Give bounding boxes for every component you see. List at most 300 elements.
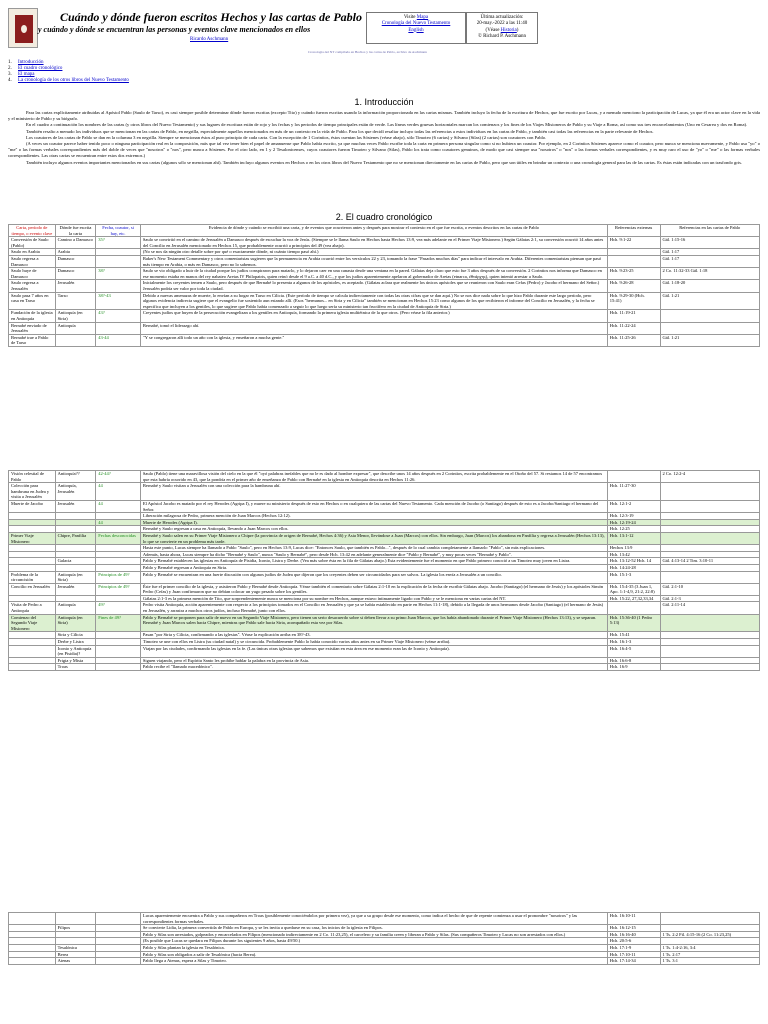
table-cell: Gálatas 2:1-3 es la primera mención de Tito, que sorprendentemente nunca se menciona por su nombre en Hechos, aunque estuvo íntimamente ligado con Pablo y se le menciona en varias cartas del NT.	[140, 595, 607, 602]
table-cell: 43-44	[96, 334, 141, 346]
table-cell: Hch. 11:19-21	[607, 310, 660, 322]
table-cell	[9, 645, 56, 657]
table-cell	[9, 913, 56, 925]
table-cell	[96, 645, 141, 657]
table-cell	[96, 255, 141, 267]
table-row	[9, 292, 760, 310]
table-row	[9, 322, 760, 334]
table-cell: Saulo se convirtió en el camino de Jerusalén a Damasco después de escuchar la voz de Jesús. (Siempre se le llama Saulo en Hechos hasta Hechos 13:9, vea más adelante en el Primer Viaje Misionero.) Según Gálatas 2:1, su conversión ocurrió 14 años antes del Concilio en Jerusalén mencionado en Hechos 15, que probablemente ocurrió a principios del 49 (vea abajo).	[140, 237, 607, 249]
table-cell	[96, 657, 141, 664]
table-cell: Derbe y Listra	[55, 639, 96, 646]
table-cell: Hch. 13:12-52 Hch. 14	[607, 558, 660, 565]
table-cell	[660, 614, 760, 632]
col-header: Dónde fue escrita la carta	[55, 225, 96, 237]
table-cell: Muerte de Herodes (Agripa I).	[140, 519, 607, 526]
table-cell: Tarso	[55, 292, 96, 310]
table-cell: Damasco	[55, 255, 96, 267]
table-row	[9, 280, 760, 292]
table-cell: Camino a Damasco	[55, 237, 96, 249]
updated-label: Última actualización:	[480, 15, 524, 20]
table-row	[9, 268, 760, 280]
table-cell: Bernabé y Saulo visitan a Jerusalén con una colección para la hambruna ahí.	[140, 483, 607, 501]
table-cell: Comienzo del Segundo Viaje Misionero	[9, 614, 56, 632]
author-link[interactable]: Ricardo Aschmann	[190, 37, 229, 42]
table-cell: 43?	[96, 310, 141, 322]
table-cell: Hch. 16:1-3	[607, 639, 660, 646]
table-cell: Hch. 15:41	[607, 632, 660, 639]
table-cell	[660, 925, 760, 932]
table-cell	[660, 938, 760, 945]
table-cell	[96, 595, 141, 602]
table-cell: Saulo regresa a Damasco	[9, 255, 56, 267]
table-cell: Hch. 13:42	[607, 551, 660, 558]
table-cell	[96, 931, 141, 938]
table-cell: Gál. 1:17	[660, 249, 760, 256]
table-cell: Saulo regresa a Jerusalén	[9, 280, 56, 292]
table-cell: Éste fue el primer concilio de la iglesia, y asistieron Pablo y Bernabé desde Antioquía. Véase también el comentario sobre Gálatas 2:1-10 en la explicación de la fecha de escribir Gálatas abajo. Jacobo (Santiago) (el hermano de Jesús) y los apóstoles Simón Pedro (Cefas) y Juan confirmaron que no debían colocar un yugo pesado sobre los gentiles.	[140, 583, 607, 595]
table-cell: Gál. 1:15-16	[660, 237, 760, 249]
table-row	[9, 602, 760, 614]
table-cell	[660, 483, 760, 501]
table-cell	[660, 513, 760, 520]
col-header: Referencias en las cartas de Pablo	[660, 225, 760, 237]
table-cell	[660, 322, 760, 334]
table-cell: Hch. 9:23-25	[607, 268, 660, 280]
table-row	[9, 657, 760, 664]
table-cell	[96, 938, 141, 945]
table-cell: Hechos 13:9	[607, 545, 660, 552]
table-cell: Antioquía (en Siria)	[55, 310, 96, 322]
table-row	[9, 632, 760, 639]
table-row	[9, 595, 760, 602]
table-cell	[660, 657, 760, 664]
table-cell: 2 Co. 12:2-4	[660, 471, 760, 483]
table-cell: Hch. 9:29-30 (Hch. 15:41)	[607, 292, 660, 310]
table-cell: 44	[96, 500, 141, 512]
version-label: (Véase	[485, 27, 500, 33]
table-cell	[96, 558, 141, 565]
table-cell: Hch. 11:25-26	[607, 334, 660, 346]
table-cell: Bernabé enviado de Jerusalén	[9, 322, 56, 334]
table-cell	[55, 595, 96, 602]
table-cell: (No se nos da ningún otro detalle sobre por qué o exactamente dónde, ni cuánto tiempo pasó ahí.)	[140, 249, 607, 256]
page-subtitle: y cuándo y dónde se encuentran las personas y eventos clave mencionados en ellos	[38, 25, 311, 34]
table-row	[9, 564, 760, 571]
table-cell: Gál. 4:13-14 2 Tim. 3:10-11	[660, 558, 760, 565]
table-cell	[9, 925, 56, 932]
table-cell: Tesalónica	[55, 944, 96, 951]
table-cell	[660, 532, 760, 544]
table-cell: Pasan "por Siria y Cilicia, confirmando a las iglesias". Véase la explicación arriba en 38?-43.	[140, 632, 607, 639]
table-cell	[55, 938, 96, 945]
table-cell: Se convierte Lidia, la primera convertida de Pablo en Europa, y se les invita a quedarse en su casa, los inicios de la iglesia en Filipos.	[140, 925, 607, 932]
table-cell: Saulo huye de Damasco	[9, 268, 56, 280]
table-row	[9, 931, 760, 938]
table-cell: Gál. 1:17	[660, 255, 760, 267]
table-cell	[660, 571, 760, 583]
table-cell	[607, 249, 660, 256]
table-cell	[660, 545, 760, 552]
table-cell: Jerusalén	[55, 500, 96, 512]
col-header: Carta, período de tiempo, o evento clave	[9, 225, 56, 237]
table-cell: Conversión de Saulo (Pablo)	[9, 237, 56, 249]
table-cell: Hasta este punto, Lucas siempre ha llamado a Pablo "Saulo", pero en Hechos 13:9, Lucas dice: "Entonces Saulo, que también es Pablo...", después de lo cual cambia completamente a llamarlo "Pablo", sin más explicaciones.	[140, 545, 607, 552]
table-cell	[9, 657, 56, 664]
table-cell: Pablo llega a Atenas, espera a Silas y Timoteo.	[140, 958, 607, 965]
table-cell: Jerusalén	[55, 583, 96, 595]
table-cell: Fundación de la iglesia en Antioquía	[9, 310, 56, 322]
table-cell: Principios de 49?	[96, 583, 141, 595]
table-cell	[55, 334, 96, 346]
intro-paragraph: También incluyo algunos eventos importantes mencionados en sus cartas (algunos sólo se mencionan ahí). También incluyo algunos eventos en Hechos o en los otros libros del Nuevo Testamento que no se mencionan directamente en las cartas de Pablo, pero que son útiles en brindar un contexto o una cronología general para las de las cartas. Es éstas están indicadas con un trasfondo gris.	[26, 159, 743, 165]
table-cell	[9, 632, 56, 639]
table-cell	[96, 526, 141, 533]
table-cell: Concilio en Jerusalén	[9, 583, 56, 595]
table-cell: Siguen viajando, pero el Espíritu Santo les prohíbe hablar la palabra en la provincia de Asia.	[140, 657, 607, 664]
table-cell: 44	[96, 519, 141, 526]
table-cell: Hch. 11:27-30	[607, 483, 660, 501]
col-header: Referencias externas	[607, 225, 660, 237]
table-cell	[9, 519, 56, 526]
table-cell	[660, 500, 760, 512]
table-cell	[9, 551, 56, 558]
table-cell	[660, 551, 760, 558]
table-cell: Bernabé trae a Pablo de Tarso	[9, 334, 56, 346]
table-cell: Hch. 12:25	[607, 526, 660, 533]
toc-item[interactable]: 2. El cuadro cronológico	[8, 66, 63, 71]
table-row	[9, 519, 760, 526]
table-cell: Hch. 16:16-40	[607, 931, 660, 938]
table-cell: Hch. 9:1-22	[607, 237, 660, 249]
table-cell: Visita de Pedro a Antioquía	[9, 602, 56, 614]
table-cell: Pedro visita Antioquía, acción aparentemente con respecto a los principios tomados en el Concilio en Jerusalén y que ya se había establecido en parte en Hechos 11:1-18), debido a la llegada de unos hermanos desde Jacobo (Santiago) (el hermano de Jesús) en Jerusalén, y arrastra a muchos otros judíos, incluso Bernabé, junto con ellos.	[140, 602, 607, 614]
table-cell	[96, 913, 141, 925]
table-cell	[660, 664, 760, 671]
table-cell: Chipre, Panfilia	[55, 532, 96, 544]
table-cell	[96, 551, 141, 558]
table-row	[9, 639, 760, 646]
toc-item[interactable]: 3. El mapa	[8, 72, 35, 77]
intro-paragraph: Para las cartas explícitamente atribuidas al Apóstol Pablo (Saulo de Tarso), es casi siempre posible determinar dónde fueron escritas (excepto Tito) y cuándo fueron escritas usando la información proporcionada en las cartas mismas. También incluyo la fecha de la escritura de Hechos, que fue escrito por Lucas, y a menudo menciono la participación de Lucas, ya que él era un actor clave en la vida y el ministerio de Pablo y su biógrafo.	[8, 110, 760, 122]
table-cell: Principios de 49?	[96, 571, 141, 583]
table-cell	[96, 944, 141, 951]
table-cell	[96, 249, 141, 256]
table-cell	[55, 913, 96, 925]
table-cell: Antioquía??	[55, 471, 96, 483]
visit-label: Visite	[403, 15, 416, 20]
table-cell: Saulo (Pablo) tiene una maravillosa visión del cielo en la que él "oyó palabras inefables que no le es dado al hombre expresar", que describe unos 14 años después en 2 Corintios, escrita probablemente en el Otoño del 57. Si restamos 14 de 57 encontramos que esta habría ocurrido en 43, que la pondría en el primer año de enseñanza de Pablo con Bernabé en la iglesia en Antioquía descrita en Hechos 11:26.	[140, 471, 607, 483]
table-cell: Gál. 1:18-20	[660, 280, 760, 292]
table-cell	[660, 632, 760, 639]
table-cell: Hch. 15:22, 27,32,33,34	[607, 595, 660, 602]
table-row	[9, 334, 760, 346]
table-cell: Debido a nuevas amenazas de muerte, lo envían a su hogar en Tarso en Cilicia. (Este período de tiempo se calcula indirectamente con todas las otras cifras que se dan aquí.) No se nos dice nada sobre lo que hizo Pablo durante este largo período, pero algunos evidencia indirecta sugiere que el evangelio fue sostenido aun estando allí. (Esos "hermanos... en Siria y en Cilicia" también se mencionan en Hechos 15:23 como algunos de los que recibieron el informe del Concilio en Jerusalén, y la fecha se especifica que incluyen a los gentiles, lo que sugiere que Pablo había comenzado a seguir lo que luego sería su ministerio tan fructífero en la ciudad de Antioquía de Siria.)	[140, 292, 607, 310]
table-cell: Creyentes judíos que huyen de la persecución evangelizan a los gentiles en Antioquía, formando la primera iglesia multiétnica de la que otros. (Pero véase la fila anterior.)	[140, 310, 607, 322]
table-cell: Saulo pasa 7 años en casa en Tarso	[9, 292, 56, 310]
table-cell	[55, 551, 96, 558]
table-cell	[660, 519, 760, 526]
table-cell: Visión celestial de Pablo	[9, 471, 56, 483]
table-cell: Pablo y Silas son arrestados, golpeados y encarcelados en Filipos (mencionado indirectamente en 2 Co. 11:23,25), el carcelero y su familia creen y liberan a Pablo y Silas. (Sus compañeros Timoteo y Lucas no son arrestados con ellos.)	[140, 931, 607, 938]
map-link[interactable]: Mapa	[416, 15, 429, 20]
table-cell: Problema de la circuncisión	[9, 571, 56, 583]
table-cell	[55, 545, 96, 552]
table-cell: Hch. 16:9	[607, 664, 660, 671]
toc-item[interactable]: 1. Introducción	[8, 60, 44, 65]
table-row	[9, 532, 760, 544]
table-row	[9, 558, 760, 565]
table-row	[9, 500, 760, 512]
table-row	[9, 471, 760, 483]
section-heading-chart: 2. El cuadro cronológico	[335, 212, 433, 222]
table-cell	[9, 938, 56, 945]
table-row	[9, 513, 760, 520]
table-cell: Saulo se vio obligado a huir de la ciudad porque los judíos conspiraron para matarlo, y lo dejaron caer en una canasta desde una ventana en la pared. Gálatas deja claro que esto fue 3 años después de su conversión. 2 Corintios nos informa que Damasco en ese momento estaba en manos del rey nabateo Aretas IV Philopatris, quien reinó desde el 9 a.C. a 40 d.C., y que los judíos aparentemente apelaron al gobernador de Aretas (etnarca, ἐθνάρχης), quien intentó arrestar a Saulo.	[140, 268, 607, 280]
table-cell	[9, 545, 56, 552]
chronology-table-3	[8, 912, 760, 965]
table-row	[9, 958, 760, 965]
table-cell	[9, 931, 56, 938]
table-cell: Lucas aparentemente encuentra a Pablo y sus compañeros en Troas (posiblemente conociéndolos por primera vez), ya que a su grupo desde ese momento, como indica el hecho de que de repente comienza a usar el pronombre "nosotros" y las correspondientes formas verbales.	[140, 913, 607, 925]
table-cell: Hch. 15:1-3	[607, 571, 660, 583]
table-cell: Fines de 49?	[96, 614, 141, 632]
table-cell: Primer Viaje Misionero	[9, 532, 56, 544]
table-row	[9, 310, 760, 322]
updated-date: 20-may.-2022 a las 11:40	[476, 21, 528, 27]
table-cell: Jerusalén	[55, 280, 96, 292]
table-cell: 38?-43	[96, 292, 141, 310]
table-cell: Baker's New Testament Commentary y otros comentaristas sugieren que la permanencia en Arabia ocurrió entre los versículos 22 y 23, tomando la frase "Pasados muchos días" para indicar el intervalo en Arabia. Diferentes comentaristas piensan que pasó más tiempo en Arabia, o más en Damasco, pero no lo sabemos.	[140, 255, 607, 267]
table-cell: Hch. 15:36-40 (1 Pedro 5:13)	[607, 614, 660, 632]
table-cell: Antioquía	[55, 322, 96, 334]
table-cell	[660, 526, 760, 533]
history-link[interactable]: Historia	[500, 27, 517, 33]
col-header: Fecha, coautor, si hay, etc.	[96, 225, 141, 237]
table-cell	[660, 913, 760, 925]
table-cell: Viajan por las ciudades, confirmando las iglesias en la fe. (Las únicas otras iglesias que sabemos que existían en esta área en ese momento eran las de Iconio y Antioquía).	[140, 645, 607, 657]
table-cell	[607, 602, 660, 614]
table-cell: Hch. 12:3-19	[607, 513, 660, 520]
intro-paragraph: También resalto a menudo los individuos que se mencionan en las cartas de Pablo, en negrilla, especialmente aquellos mencionados en más de un contexto en la vida de Pablo. Para los que decidí resaltar incluyo todas las referencias a estos individuos en las cartas de Pablo, y también casi todas las referencias en la parte relevante de Hechos.	[26, 128, 654, 134]
table-cell: Hch. 15:4-35 (3 Juan 1, Apo. 1:1-4,9, 21:2, 22:8)	[607, 583, 660, 595]
table-cell: Hch. 11:22-24	[607, 322, 660, 334]
table-cell: Hch. 17:14-34	[607, 958, 660, 965]
chronology-link[interactable]: Cronología del Nuevo Testamento	[381, 21, 451, 27]
table-row	[9, 551, 760, 558]
chronology-table-2	[8, 470, 760, 671]
copyright: © Richard P. Aschmann	[478, 33, 526, 39]
table-cell	[96, 280, 141, 292]
table-cell: Hch. 17:10-11	[607, 951, 660, 958]
table-cell: Hch. 16:6-8	[607, 657, 660, 664]
table-cell: Gál. 1:21	[660, 292, 760, 310]
table-cell	[9, 944, 56, 951]
table-cell: Además, hasta ahora, Lucas siempre ha dicho "Bernabé y Saulo", nunca "Saulo y Bernabé", pero desde Hch. 13:42 en adelante generalmente dice "Pablo y Bernabé", y muy pocas veces "Bernabé y Pablo".	[140, 551, 607, 558]
table-row	[9, 249, 760, 256]
table-cell	[660, 310, 760, 322]
intro-text	[8, 110, 760, 166]
table-cell: Atenas	[55, 958, 96, 965]
table-cell	[9, 526, 56, 533]
table-cell: (Es posible que Lucas se quedara en Filipos durante los siguientes 9 años, hasta 49/50.)	[140, 938, 607, 945]
table-cell: Pablo y Silas son obligados a salir de Tesalónica (hacia Berea).	[140, 951, 607, 958]
table-cell: Pablo y Bernabé regresan a Antioquía en Siria.	[140, 564, 607, 571]
table-cell: Berea	[55, 951, 96, 958]
table-row	[9, 237, 760, 249]
intro-paragraph: (A veces un coautor parece haber tenido poco o ninguna participación real en la composición, más que tal vez tener bien el papel de amanuense que Pablo había escrito, ya que muchas veces Pablo escribe toda la carta en primera persona singular como si no hubiera un coautor. Por ejemplo, en 2 Corintios Sóstenes aparece como el coautor, pero nunca se menciona nuevamente, y Pablo usa "yo" o "me" o las formas verbales correspondientes más del doble de veces que "nosotros" o "nos", pero nunca a Sóstenes. Por el otro lado, en 1 y 2 Tesalonicenses, cuyos coautores fueron Timoteo y Silvano (Silas), Pablo los trata como coautores genuinos, de modo que casi siempre usa "nosotros" o "nos" o las formas verbales correspondientes, y es muy raro el uso de "yo" o "me" o las formas verbales correspondientes. Las otras cartas se encuentran entre estos dos extremos.)	[8, 141, 760, 159]
table-cell: Hch. 16:12-15	[607, 925, 660, 932]
table-cell: Pablo y Bernabé se encuentran en una fuerte discusión con algunos judíos de Judea que dijeron que los creyentes deben ser circuncidados para ser salvos. La iglesia los envía a Jerusalén a un concilio.	[140, 571, 607, 583]
table-cell	[9, 513, 56, 520]
table-cell: 1 Ts. 3:1	[660, 958, 760, 965]
table-cell: 38?	[96, 268, 141, 280]
table-cell	[55, 526, 96, 533]
table-cell: Pablo y Bernabé establecen las iglesias en Antioquía de Pisidia, Iconio, Listra y Derbe. (Vea más sobre ésta en la fila de Gálatas abajo.) Esta evidentemente fue el momento en que Pablo primero conoció a un Timoteo muy joven en Listra.	[140, 558, 607, 565]
chronology-table-1	[8, 224, 760, 347]
table-cell: Antioquía, Jerusalén	[55, 483, 96, 501]
table-cell: Hch. 12:19-24	[607, 519, 660, 526]
table-row	[9, 614, 760, 632]
table-cell: Pablo y Bernabé se proponen para salir de nuevo en un Segundo Viaje Misionero, pero tienen un serio desacuerdo sobre si deben llevar a su primo Juan Marcos, que los había abandonado durante el Primer Viaje Misionero (Hechos 13:13), y se separan. Bernabé y Juan Marcos salen hacia Chipre, mientras que Pablo sale hacia Siria, acompañado esta vez por Silas.	[140, 614, 607, 632]
hourglass-logo-icon	[8, 8, 38, 48]
table-cell	[9, 564, 56, 571]
table-cell: Bernabé, tomó el liderazgo ahí.	[140, 322, 607, 334]
table-cell: Hch. 9:26-28	[607, 280, 660, 292]
table-cell: Damasco	[55, 268, 96, 280]
table-cell: Fechas desconocidas	[96, 532, 141, 544]
table-row	[9, 645, 760, 657]
table-cell	[660, 639, 760, 646]
table-cell: Arabia	[55, 249, 96, 256]
page-title: Cuándo y dónde fueron escritos Hechos y las cartas de Pablo	[60, 10, 362, 24]
table-row	[9, 545, 760, 552]
table-cell: Gál. 2:1-10	[660, 583, 760, 595]
table-cell	[55, 513, 96, 520]
table-cell: Hch. 14:24-28	[607, 564, 660, 571]
table-cell	[660, 645, 760, 657]
table-cell: Pablo y Silas plantan la iglesia en Tesalónica.	[140, 944, 607, 951]
intro-paragraph: En el cuadro a continuación los nombres de las cartas (y otros libros del Nuevo Testamento) y sus lugares de escritura están de rojo y los fechas y los periodos de tiempo principales están de verde. Las líneas verdes gruesas horizontales marcan los comienzos y los fines de los Viajes Misioneros de Pablo y su Viaje a Roma, así como sus tres encarcelamientos (Uno en Cesarea y dos en Roma).	[26, 122, 748, 128]
table-cell: Hch. 16:4-5	[607, 645, 660, 657]
table-cell: Bernabé y Saulo salen en su Primer Viaje Misionero a Chipre (la provincia de origen de Bernabé, Hechos 4:36) y Asia Menor, llevándose a Juan (Marcos) con ellos. Sin embargo, Juan (Marcos) los abandona en Panfilia y regresa a Jerusalén (Hechos 13:13), lo que se convierte en un problema más tarde.	[140, 532, 607, 544]
table-cell	[9, 664, 56, 671]
table-cell	[55, 519, 96, 526]
table-cell: Saulo en Arabia	[9, 249, 56, 256]
table-cell: Gál. 1:21	[660, 334, 760, 346]
table-cell	[607, 255, 660, 267]
table-cell: Gál. 2:1-3	[660, 595, 760, 602]
table-row	[9, 255, 760, 267]
toc-item[interactable]: 4. La cronología de los otros libros del Nuevo Testamento	[8, 78, 129, 83]
table-cell: 1 Ts. 1:4-2:16, 3:4	[660, 944, 760, 951]
table-cell: Colección para hambruna en Judea y visita a Jerusalén	[9, 483, 56, 501]
table-cell: Frigia y Misia	[55, 657, 96, 664]
table-cell: Bernabé y Saulo regresan a casa en Antioquía, llevando a Juan Marcos con ellos.	[140, 526, 607, 533]
table-row	[9, 951, 760, 958]
table-cell: "Y se congregaron allí todo un año con la iglesia, y enseñaron a mucha gente."	[140, 334, 607, 346]
table-cell	[9, 595, 56, 602]
table-header-row	[9, 225, 760, 237]
table-row	[9, 483, 760, 501]
table-row	[9, 944, 760, 951]
table-row	[9, 526, 760, 533]
table-row	[9, 583, 760, 595]
table-cell: Hch. 17:1-9	[607, 944, 660, 951]
table-cell	[607, 471, 660, 483]
table-cell: 2 Co. 11:32-33 Gál. 1:18	[660, 268, 760, 280]
col-header: Evidencia de dónde y cuándo se escribió una carta, y de eventos que ocurrieron antes y después para mostrar el contexto en el que fue escrita, o eventos descritos en las cartas de Pablo	[140, 225, 607, 237]
table-cell: Inicialmente los creyentes temen a Saulo, pero después de que Bernabé lo presenta a algunos de los apóstoles, es aceptado. (Gálatas aclara que realmente los únicos apóstoles que se reunieron con Saulo eran Cefas (Pedro) y Jacobo el hermano del Señor.) Jerusalén podría ser valor por toda la ciudad.	[140, 280, 607, 292]
table-of-contents	[8, 60, 129, 84]
page-header	[8, 6, 760, 58]
table-cell: Hch. 16:10-11	[607, 913, 660, 925]
table-cell: Antioquía (en Siria)	[55, 571, 96, 583]
table-cell	[96, 951, 141, 958]
table-cell: 42-44?	[96, 471, 141, 483]
table-cell	[9, 558, 56, 565]
table-cell: Timoteo se une con ellos en Listra (su ciudad natal) y se circuncida. Probablemente Pablo lo había conocido varios años antes en su Primer Viaje Misionero (véase arriba).	[140, 639, 607, 646]
table-cell	[9, 951, 56, 958]
table-cell: 1 Ts. 2:17	[660, 951, 760, 958]
table-row	[9, 938, 760, 945]
table-cell: Pablo recibe el "llamado macedónico".	[140, 664, 607, 671]
table-cell: Siria y Cilicia	[55, 632, 96, 639]
update-box: Última actualización: 20-may.-2022 a las 11:40 (Véase Historia) © Richard P. Aschmann	[466, 12, 538, 44]
table-cell	[96, 958, 141, 965]
table-row	[9, 913, 760, 925]
table-cell	[96, 322, 141, 334]
table-cell: Hch. 20:5-6	[607, 938, 660, 945]
table-cell	[55, 931, 96, 938]
section-heading-intro: 1. Introducción	[354, 97, 414, 107]
table-cell	[96, 664, 141, 671]
table-cell	[96, 513, 141, 520]
table-cell	[96, 925, 141, 932]
table-cell: 44	[96, 483, 141, 501]
table-cell: El Apóstol Jacobo es matado por el rey Herodes (Agripa I), y muere su ministerio después de esto en Hechos o en cualquiera de las cartas del Nuevo Testamento. Cada mención de Jacobo (o Santiago) después de esto es a Jacobo/Santiago el hermano del Señor.	[140, 500, 607, 512]
table-cell: Antioquía (en Siria)	[55, 614, 96, 632]
table-cell	[55, 564, 96, 571]
table-cell	[9, 639, 56, 646]
table-cell: Hch. 12:1-2	[607, 500, 660, 512]
table-cell	[96, 545, 141, 552]
english-link[interactable]: English	[408, 27, 424, 33]
table-cell: 49?	[96, 602, 141, 614]
small-credit-line: Cronología del NT compilada en Hechos y las cartas de Pablo, archivo de Aschmann	[308, 50, 427, 54]
table-cell	[96, 564, 141, 571]
table-cell: Liberación milagrosa de Pedro, primera mención de Juan Marcos (Hechos 12:12).	[140, 513, 607, 520]
table-cell: Filipos	[55, 925, 96, 932]
table-cell	[9, 958, 56, 965]
intro-paragraph: Los coautores de las cartas de Pablo se dan en la columna 3 en negrilla. Siempre se mencionan éstos al puro principio de cada carta. Con la excepción de 1 Corintios, éstos cuentan las Sóstenes (véase abajo), sólo Timoteo (6 cartas) y Silvano (Silas) (2 cartas) son coautores con Pablo.	[26, 134, 547, 140]
table-row	[9, 925, 760, 932]
table-row	[9, 571, 760, 583]
table-cell: 35?	[96, 237, 141, 249]
table-cell: 1 Ts. 2:2 Fil. 4:15-16 (2 Co. 11:23,25)	[660, 931, 760, 938]
table-cell: Gál. 2:11-14	[660, 602, 760, 614]
table-cell: Iconio y Antioquía (en Pisidia)?	[55, 645, 96, 657]
table-cell: Hch. 13:1-12	[607, 532, 660, 544]
table-cell	[660, 564, 760, 571]
table-cell	[96, 632, 141, 639]
nav-box	[366, 12, 466, 44]
table-cell: Antioquía	[55, 602, 96, 614]
table-cell	[96, 639, 141, 646]
table-cell: Galacia	[55, 558, 96, 565]
table-row	[9, 664, 760, 671]
table-cell: Muerte de Jacobo	[9, 500, 56, 512]
table-cell: Troas	[55, 664, 96, 671]
